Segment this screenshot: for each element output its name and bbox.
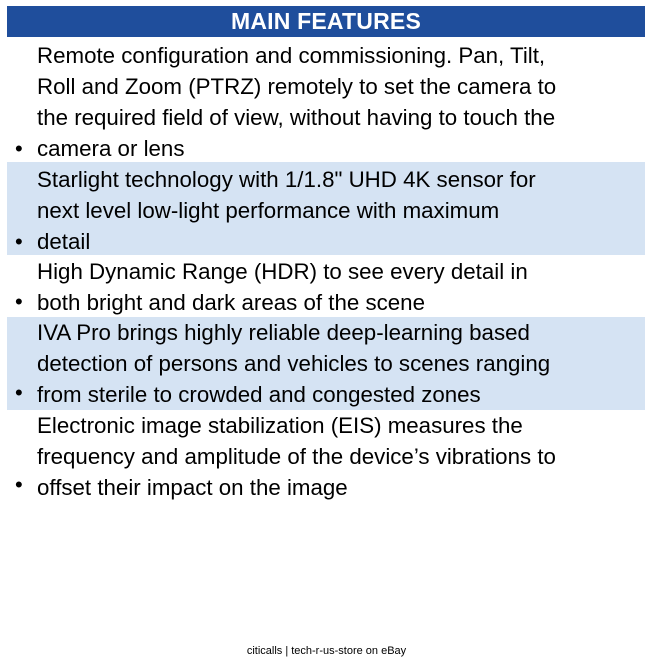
bullet-icon: • bbox=[15, 136, 23, 161]
main-features-header: MAIN FEATURES bbox=[7, 6, 645, 37]
feature-line: Remote configuration and commissioning. Pan, Tilt, bbox=[37, 43, 546, 68]
feature-text bbox=[37, 317, 645, 410]
feature-line: frequency and amplitude of the device’s vibrations to bbox=[37, 444, 556, 469]
footer-credit: citicalls | tech-r-us-store on eBay bbox=[246, 645, 407, 657]
feature-line: Electronic image stabilization (EIS) measures the bbox=[37, 413, 523, 438]
feature-item-remote-configuration bbox=[7, 38, 645, 162]
feature-line: camera or lens bbox=[37, 136, 185, 161]
feature-line: detection of persons and vehicles to scenes ranging bbox=[37, 351, 551, 376]
feature-text bbox=[37, 410, 645, 503]
feature-line: Starlight technology with 1/1.8" UHD 4K sensor for bbox=[37, 167, 536, 192]
feature-text bbox=[37, 256, 645, 318]
feature-line: the required field of view, without having to touch the bbox=[37, 105, 556, 130]
feature-line: Roll and Zoom (PTRZ) remotely to set the camera to bbox=[37, 74, 557, 99]
feature-line: from sterile to crowded and congested zones bbox=[37, 382, 481, 407]
feature-item-eis bbox=[7, 410, 645, 503]
bullet-icon: • bbox=[15, 380, 23, 405]
feature-item-hdr bbox=[7, 255, 645, 317]
feature-line: detail bbox=[37, 229, 91, 254]
bullet-icon: • bbox=[15, 229, 23, 254]
bullet-icon: • bbox=[15, 472, 23, 497]
bullet-icon: • bbox=[15, 289, 23, 314]
feature-item-starlight bbox=[7, 162, 645, 255]
feature-text bbox=[37, 164, 645, 257]
feature-text bbox=[37, 40, 645, 164]
feature-line: next level low-light performance with maximum bbox=[37, 198, 500, 223]
feature-line: offset their impact on the image bbox=[37, 475, 348, 500]
feature-item-iva-pro bbox=[7, 317, 645, 410]
feature-line: High Dynamic Range (HDR) to see every detail in bbox=[37, 259, 528, 284]
feature-line: both bright and dark areas of the scene bbox=[37, 290, 425, 315]
feature-line: IVA Pro brings highly reliable deep-learning based bbox=[37, 320, 530, 345]
